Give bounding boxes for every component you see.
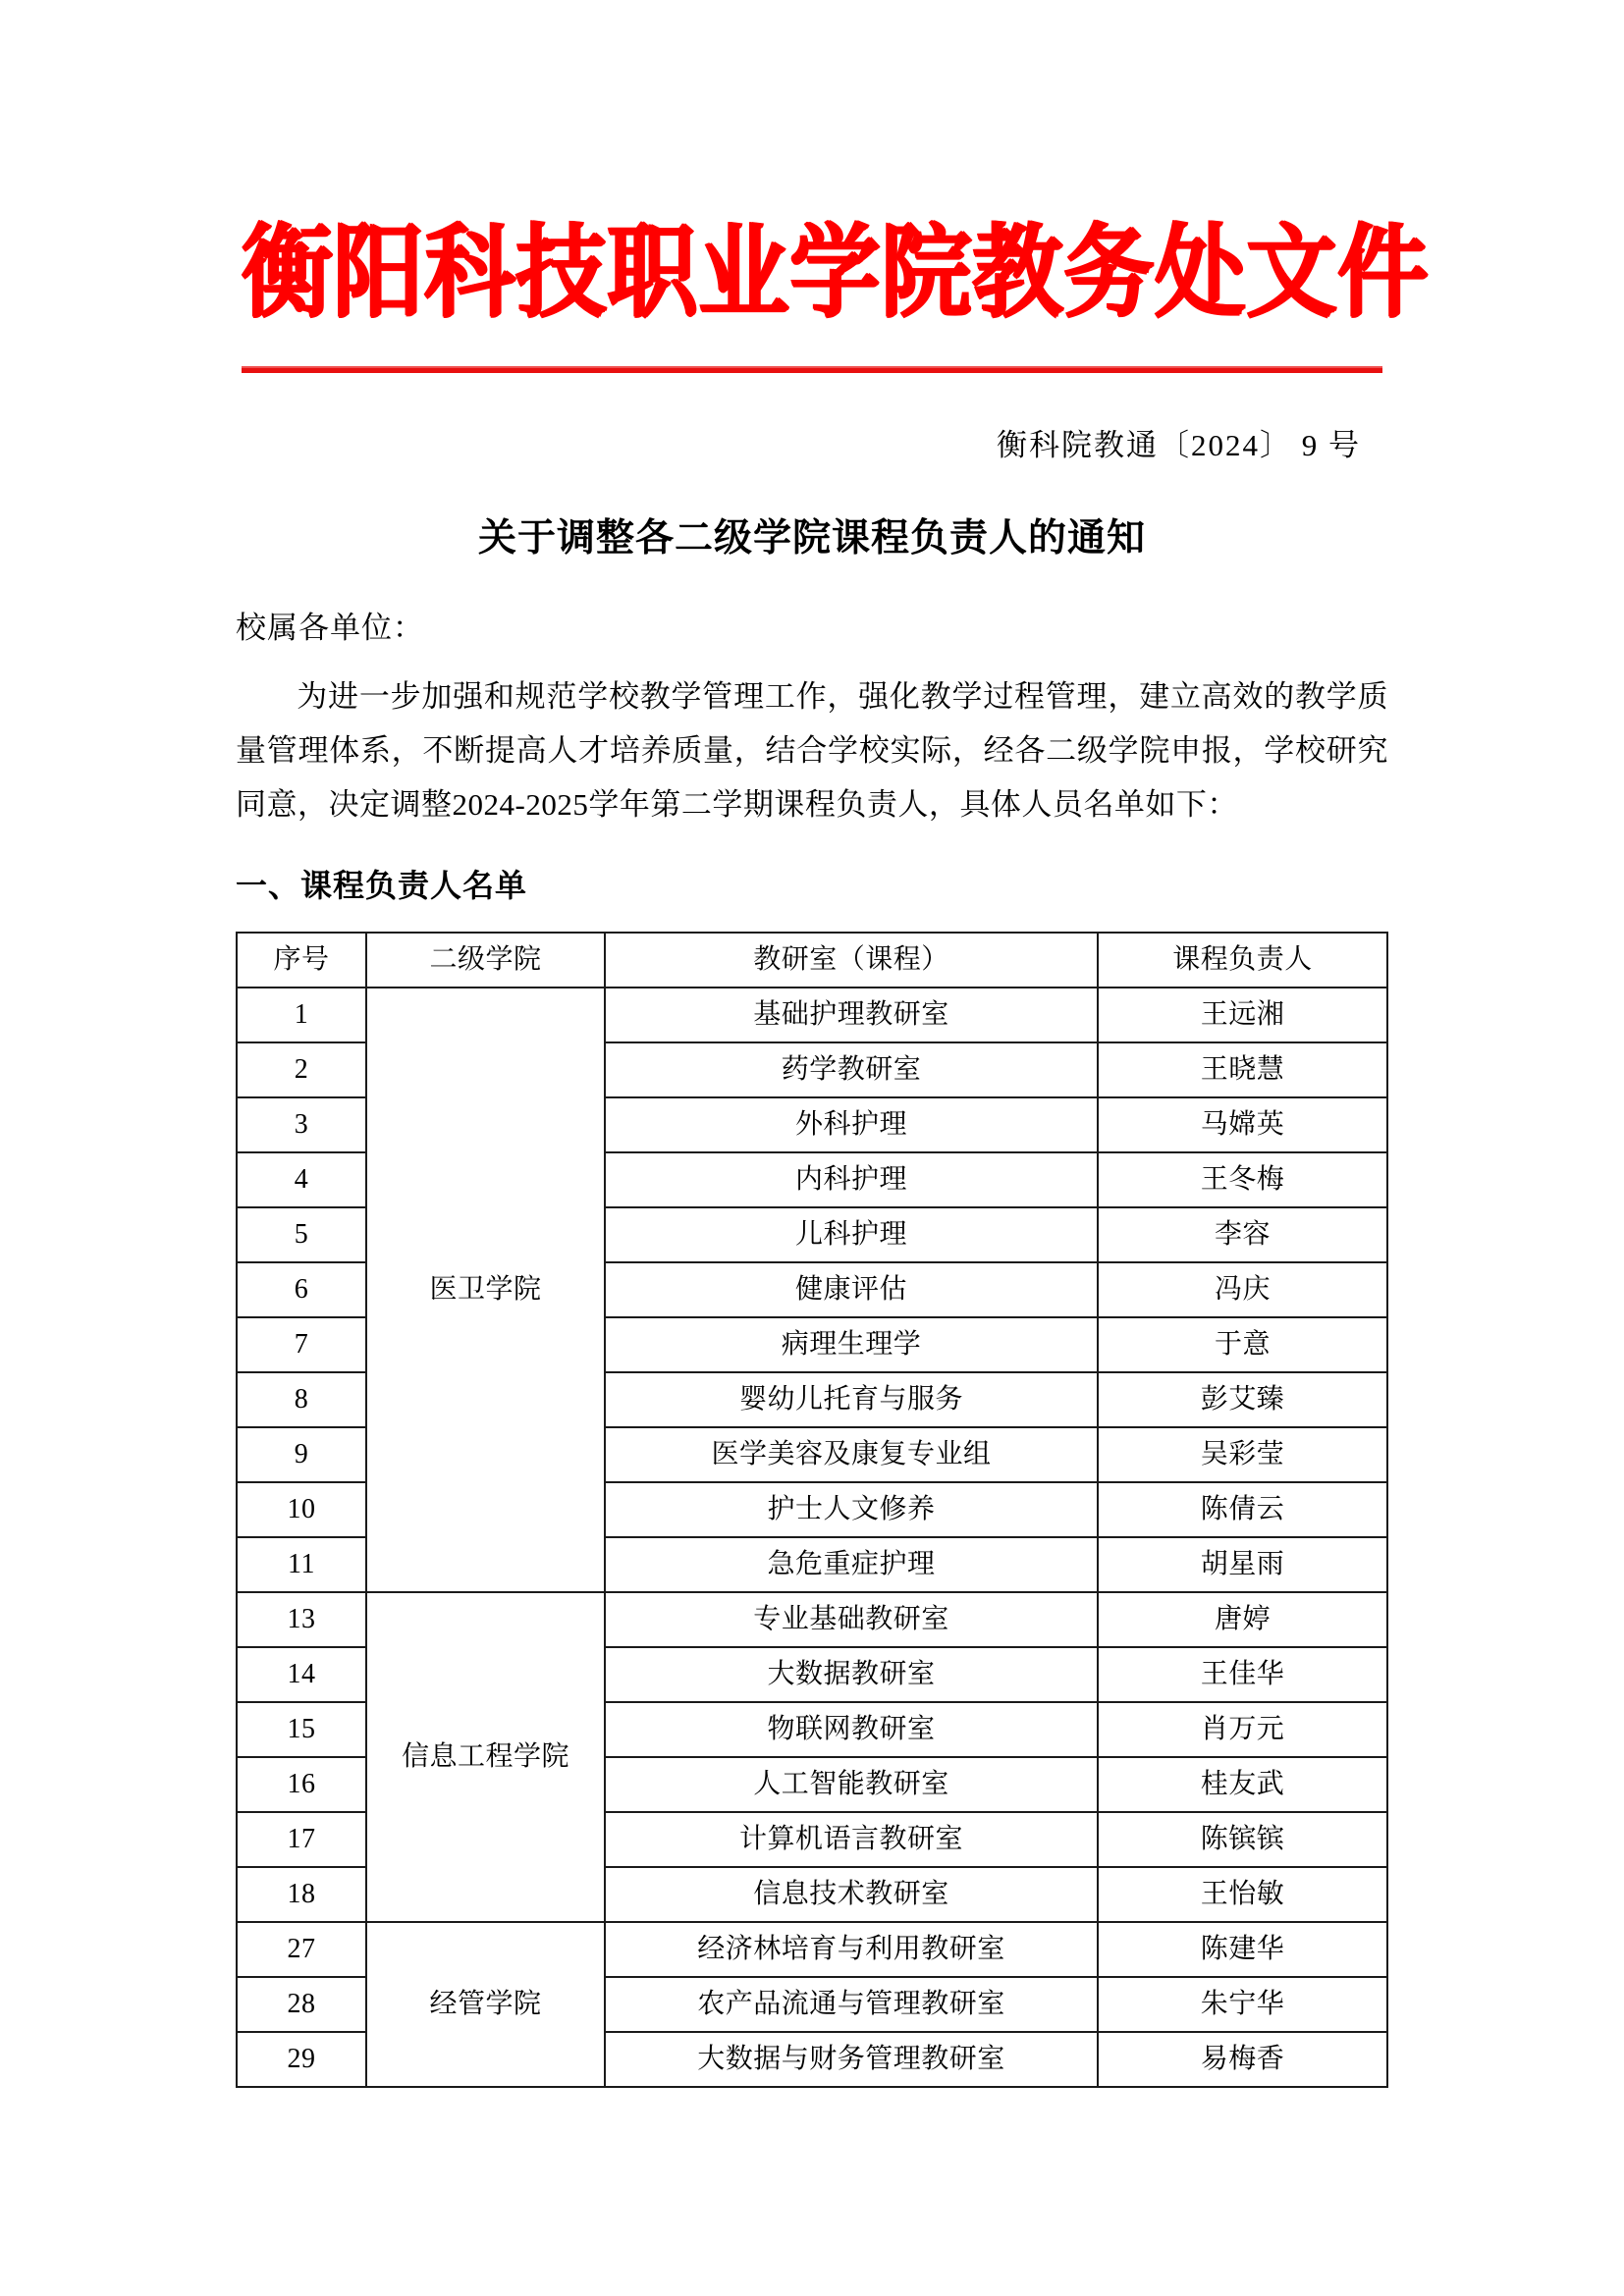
table-row — [237, 988, 1387, 1042]
body-paragraph — [236, 669, 1388, 832]
table-header — [237, 933, 1387, 988]
document-number: 衡科院教通〔2024〕 9 号 — [997, 428, 1361, 463]
column-header-index: 序号 — [237, 933, 366, 988]
cell-index: 29 — [237, 2032, 366, 2087]
cell-department: 急危重症护理 — [605, 1537, 1098, 1592]
cell-index: 17 — [237, 1812, 366, 1867]
document-heading: 关于调整各二级学院课程负责人的通知 — [477, 516, 1146, 561]
table-row — [237, 1922, 1387, 1977]
cell-owner: 王佳华 — [1098, 1647, 1387, 1702]
cell-department: 护士人文修养 — [605, 1482, 1098, 1537]
column-header-owner: 课程负责人 — [1098, 933, 1387, 988]
cell-college: 医卫学院 — [366, 988, 605, 1592]
cell-owner: 陈倩云 — [1098, 1482, 1387, 1537]
cell-owner: 于意 — [1098, 1317, 1387, 1372]
cell-index: 13 — [237, 1592, 366, 1647]
cell-index: 15 — [237, 1702, 366, 1757]
cell-owner: 王怡敏 — [1098, 1867, 1387, 1922]
cell-index: 8 — [237, 1372, 366, 1427]
cell-department: 医学美容及康复专业组 — [605, 1427, 1098, 1482]
cell-index: 11 — [237, 1537, 366, 1592]
cell-index: 3 — [237, 1097, 366, 1152]
masthead-title: 衡阳科技职业学院教务处文件 — [242, 212, 1430, 332]
cell-index: 1 — [237, 988, 366, 1042]
cell-owner: 王冬梅 — [1098, 1152, 1387, 1207]
cell-department: 病理生理学 — [605, 1317, 1098, 1372]
section-heading-course-owner-list: 一、课程负责人名单 — [236, 867, 528, 905]
cell-index: 18 — [237, 1867, 366, 1922]
table-row — [237, 1592, 1387, 1647]
cell-index: 5 — [237, 1207, 366, 1262]
cell-owner: 吴彩莹 — [1098, 1427, 1387, 1482]
cell-department: 人工智能教研室 — [605, 1757, 1098, 1812]
cell-owner: 马嫦英 — [1098, 1097, 1387, 1152]
cell-index: 16 — [237, 1757, 366, 1812]
cell-index: 14 — [237, 1647, 366, 1702]
cell-department: 药学教研室 — [605, 1042, 1098, 1097]
cell-index: 2 — [237, 1042, 366, 1097]
cell-index: 10 — [237, 1482, 366, 1537]
cell-index: 27 — [237, 1922, 366, 1977]
cell-college: 信息工程学院 — [366, 1592, 605, 1922]
cell-owner: 桂友武 — [1098, 1757, 1387, 1812]
cell-department: 外科护理 — [605, 1097, 1098, 1152]
table-header-row — [237, 933, 1387, 988]
cell-index: 4 — [237, 1152, 366, 1207]
document-number-row — [236, 420, 1388, 464]
cell-owner: 彭艾臻 — [1098, 1372, 1387, 1427]
cell-owner: 冯庆 — [1098, 1262, 1387, 1317]
cell-department: 内科护理 — [605, 1152, 1098, 1207]
cell-department: 物联网教研室 — [605, 1702, 1098, 1757]
cell-owner: 胡星雨 — [1098, 1537, 1387, 1592]
course-owner-table — [236, 932, 1388, 2088]
cell-department: 婴幼儿托育与服务 — [605, 1372, 1098, 1427]
cell-owner: 王晓慧 — [1098, 1042, 1387, 1097]
cell-index: 6 — [237, 1262, 366, 1317]
cell-owner: 陈镔镔 — [1098, 1812, 1387, 1867]
cell-department: 儿科护理 — [605, 1207, 1098, 1262]
cell-department: 计算机语言教研室 — [605, 1812, 1098, 1867]
cell-college: 经管学院 — [366, 1922, 605, 2087]
cell-department: 大数据教研室 — [605, 1647, 1098, 1702]
cell-owner: 肖万元 — [1098, 1702, 1387, 1757]
cell-department: 信息技术教研室 — [605, 1867, 1098, 1922]
cell-index: 7 — [237, 1317, 366, 1372]
cell-index: 9 — [237, 1427, 366, 1482]
cell-department: 经济林培育与利用教研室 — [605, 1922, 1098, 1977]
cell-owner: 唐婷 — [1098, 1592, 1387, 1647]
cell-index: 28 — [237, 1977, 366, 2032]
cell-department: 基础护理教研室 — [605, 988, 1098, 1042]
cell-owner: 王远湘 — [1098, 988, 1387, 1042]
cell-department: 健康评估 — [605, 1262, 1098, 1317]
body-paragraph-text: 为进一步加强和规范学校教学管理工作，强化教学过程管理，建立高效的教学质量管理体系，不断提高人才培养质量，结合学校实际，经各二级学院申报，学校研究同意，决定调整2024-2025学年第二学期课程负责人，具体人员名单如下： — [236, 678, 1388, 823]
cell-department: 农产品流通与管理教研室 — [605, 1977, 1098, 2032]
cell-owner: 陈建华 — [1098, 1922, 1387, 1977]
salutation: 校属各单位： — [236, 611, 424, 646]
cell-owner: 李容 — [1098, 1207, 1387, 1262]
cell-owner: 朱宁华 — [1098, 1977, 1387, 2032]
cell-department: 专业基础教研室 — [605, 1592, 1098, 1647]
masthead — [236, 0, 1430, 373]
table-body — [237, 988, 1387, 2087]
masthead-red-rule — [242, 366, 1382, 373]
column-header-department: 教研室（课程） — [605, 933, 1098, 988]
cell-department: 大数据与财务管理教研室 — [605, 2032, 1098, 2087]
column-header-college: 二级学院 — [366, 933, 605, 988]
cell-owner: 易梅香 — [1098, 2032, 1387, 2087]
